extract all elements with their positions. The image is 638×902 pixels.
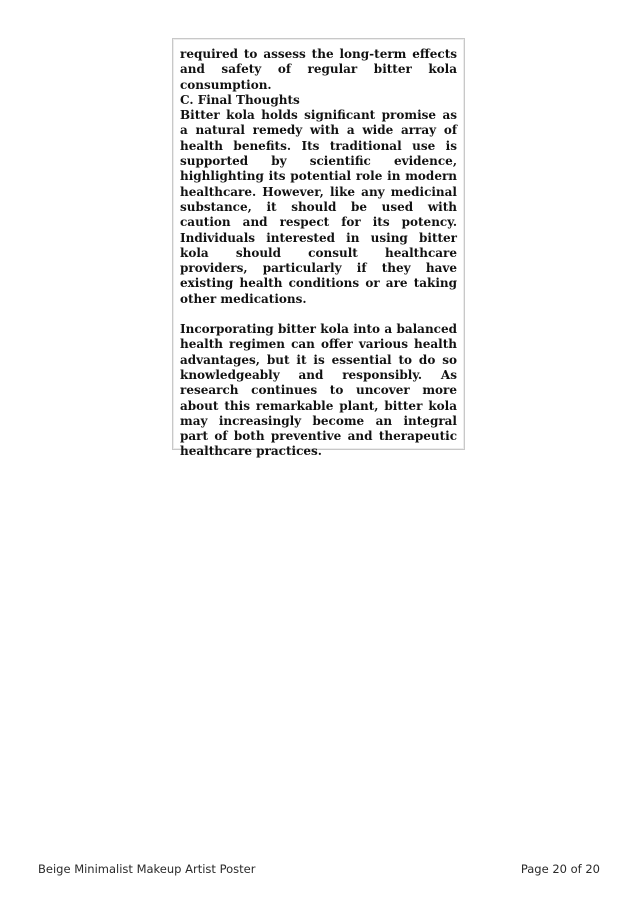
text-content xyxy=(180,47,457,460)
paragraph-continued: required to assess the long-term effects and safety of regular bitter kola consumption. xyxy=(180,47,457,92)
page-number: Page 20 of 20 xyxy=(520,862,600,876)
paragraph-incorporating: Incorporating bitter kola into a balanced health regimen can offer various health advantages, but it is essential to do so knowledgeably and responsibly. As research continues to uncover more about this remarkable plant, bitter kola may increasingly become an integral part of both preventive and therapeutic healthcare practices. xyxy=(180,322,457,459)
footer-title: Beige Minimalist Makeup Artist Poster xyxy=(38,862,256,876)
text-box xyxy=(172,38,465,459)
paragraph-final-thoughts: Bitter kola holds significant promise as a natural remedy with a wide array of health benefits. Its traditional use is supported by scientific evidence, highlighting its potential role in modern healthcare. However, like any medicinal substance, it should be used with caution and respect for its potency. Individuals interested in using bitter kola should consult healthcare providers, particularly if they have existing health conditions or are taking other medications. xyxy=(180,108,457,306)
section-heading: C. Final Thoughts xyxy=(180,92,300,107)
